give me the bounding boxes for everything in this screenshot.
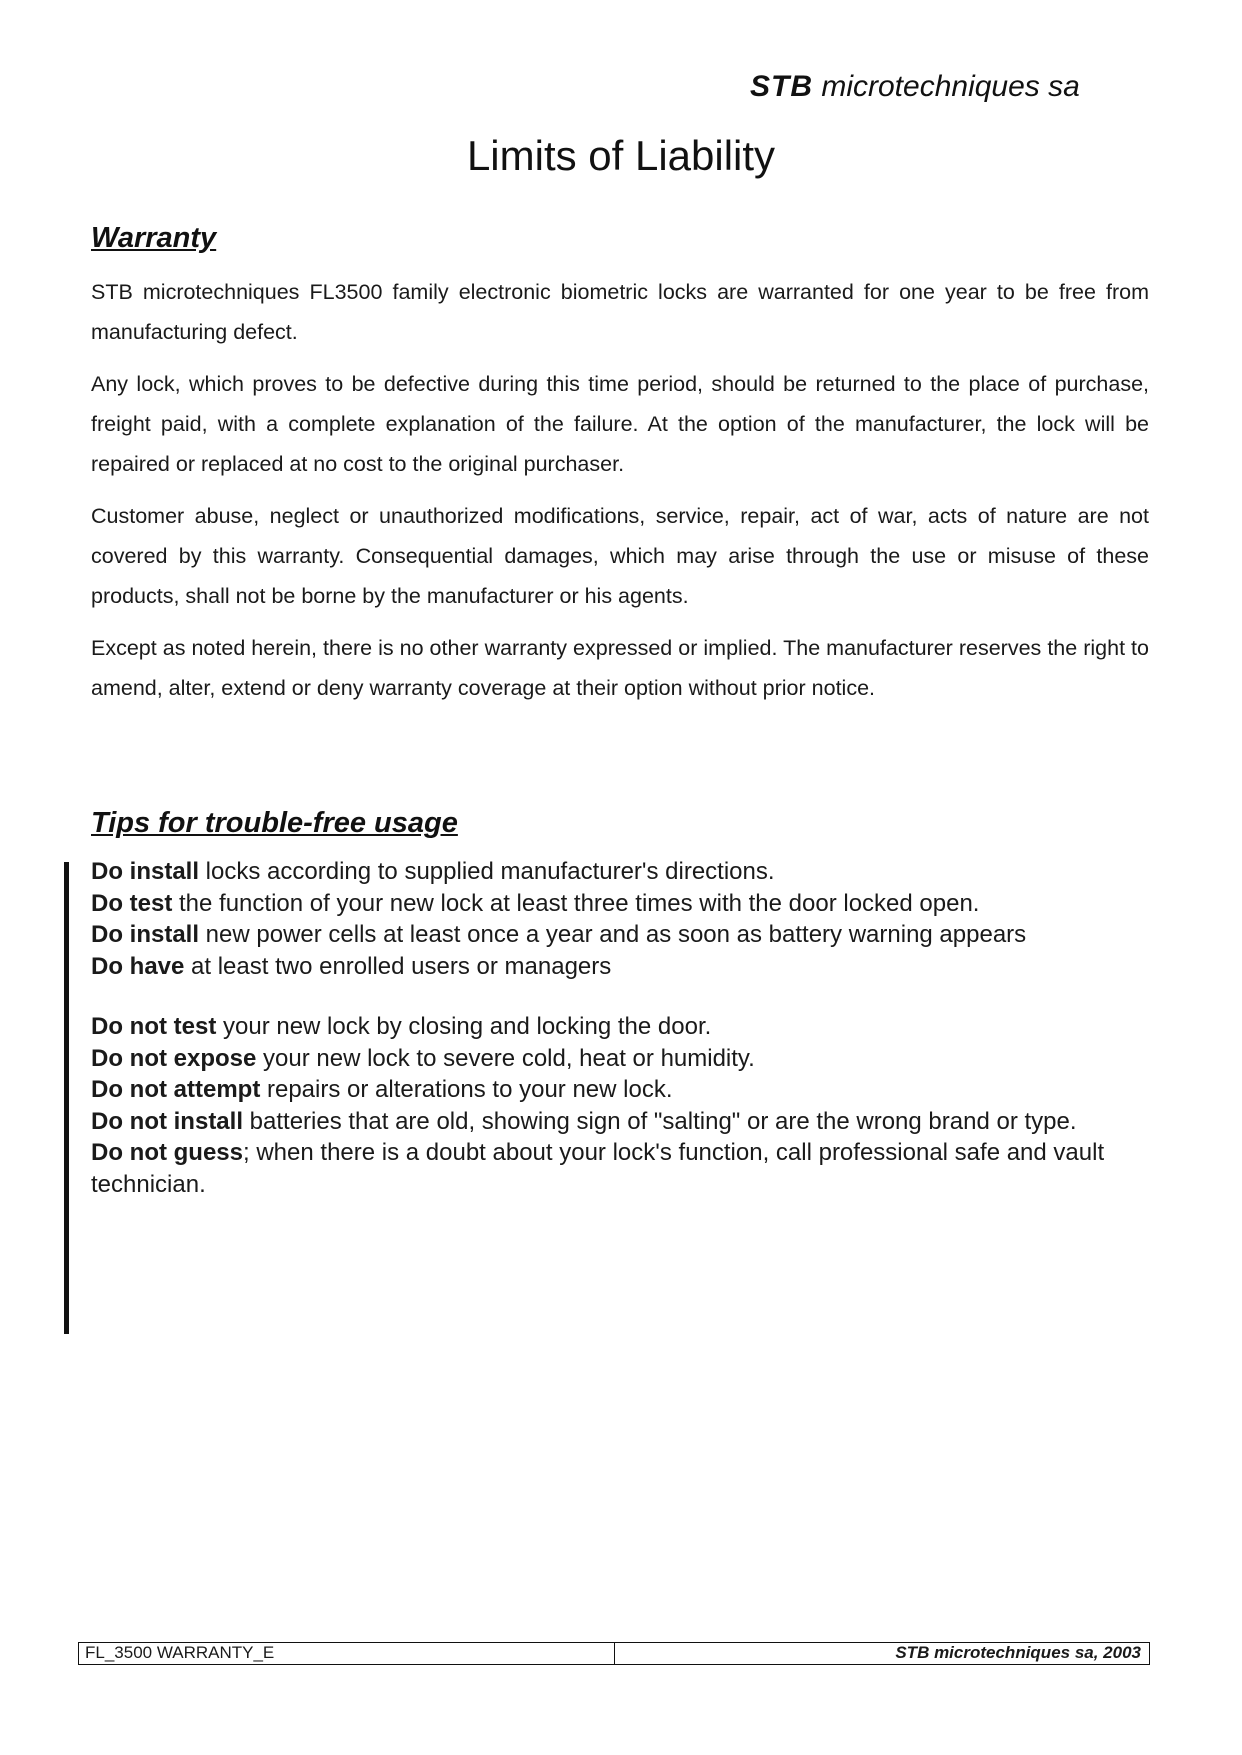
do-item-text: new power cells at least once a year and as soon as battery warning appears xyxy=(199,921,1027,948)
do-item xyxy=(91,951,1151,983)
do-not-item-text: repairs or alterations to your new lock. xyxy=(260,1076,673,1103)
warranty-heading: Warranty xyxy=(91,222,217,254)
do-not-item-lead: Do not test xyxy=(91,1013,217,1040)
do-item-text: locks according to supplied manufacturer's directions. xyxy=(199,858,775,885)
do-not-item xyxy=(91,1074,1151,1106)
logo-brand: STB xyxy=(750,70,813,103)
do-item-text: at least two enrolled users or managers xyxy=(184,952,612,980)
warranty-body xyxy=(91,272,1149,720)
do-item-text: the function of your new lock at least three times with the door locked open. xyxy=(172,889,980,917)
do-not-item-lead: Do not install xyxy=(91,1107,243,1135)
warranty-paragraph: Except as noted herein, there is no other warranty expressed or implied. The manufacturer reserves the right to amend, alter, extend or deny warranty coverage at their option without prior notice. xyxy=(91,636,1149,700)
do-not-item-text: batteries that are old, showing sign of "salting" or are the wrong brand or type. xyxy=(243,1107,1077,1135)
do-not-item xyxy=(91,1043,1151,1075)
do-list xyxy=(91,856,1151,982)
tips-heading: Tips for trouble-free usage xyxy=(91,807,458,839)
do-not-item-lead: Do not attempt xyxy=(91,1076,261,1103)
do-not-list xyxy=(91,1011,1151,1200)
do-item-lead: Do install xyxy=(91,921,200,948)
do-not-item-text: your new lock by closing and locking the door. xyxy=(216,1013,712,1040)
do-item-lead: Do have xyxy=(91,952,185,980)
do-not-item xyxy=(91,1106,1151,1138)
footer-document-id: FL_3500 WARRANTY_E xyxy=(79,1643,615,1664)
do-item-lead: Do test xyxy=(91,889,173,917)
do-not-item xyxy=(91,1011,1151,1043)
do-item-lead: Do install xyxy=(91,858,200,885)
company-logo xyxy=(750,70,1150,106)
do-not-item-lead: Do not guess xyxy=(91,1139,244,1166)
footer-copyright: STB microtechniques sa, 2003 xyxy=(895,1643,1141,1662)
do-item xyxy=(91,919,1151,951)
page-title: Limits of Liability xyxy=(466,132,776,179)
page-footer xyxy=(78,1642,1150,1665)
do-item xyxy=(91,888,1151,920)
do-not-item-text: your new lock to severe cold, heat or humidity. xyxy=(256,1044,755,1072)
logo-text: microtechniques sa xyxy=(821,70,1080,103)
do-not-item xyxy=(91,1137,1151,1200)
warranty-paragraph: Customer abuse, neglect or unauthorized modifications, service, repair, act of war, acts of nature are not covered by this warranty. Consequential damages, which may arise through the use or misuse of these products, shall not be borne by the manufacturer or his agents. xyxy=(91,504,1149,608)
do-not-item-text: ; when there is a doubt about your lock's function, call professional safe and vault technician. xyxy=(91,1139,1105,1198)
do-not-item-lead: Do not expose xyxy=(91,1044,257,1072)
do-item xyxy=(91,856,1151,888)
revision-change-bar xyxy=(64,862,69,1334)
warranty-paragraph: STB microtechniques FL3500 family electronic biometric locks are warranted for one year to be free from manufacturing defect. xyxy=(91,280,1149,344)
warranty-paragraph: Any lock, which proves to be defective during this time period, should be returned to the place of purchase, freight paid, with a complete explanation of the failure. At the option of the manufacturer, the lock will be repaired or replaced at no cost to the original purchaser. xyxy=(91,372,1149,476)
